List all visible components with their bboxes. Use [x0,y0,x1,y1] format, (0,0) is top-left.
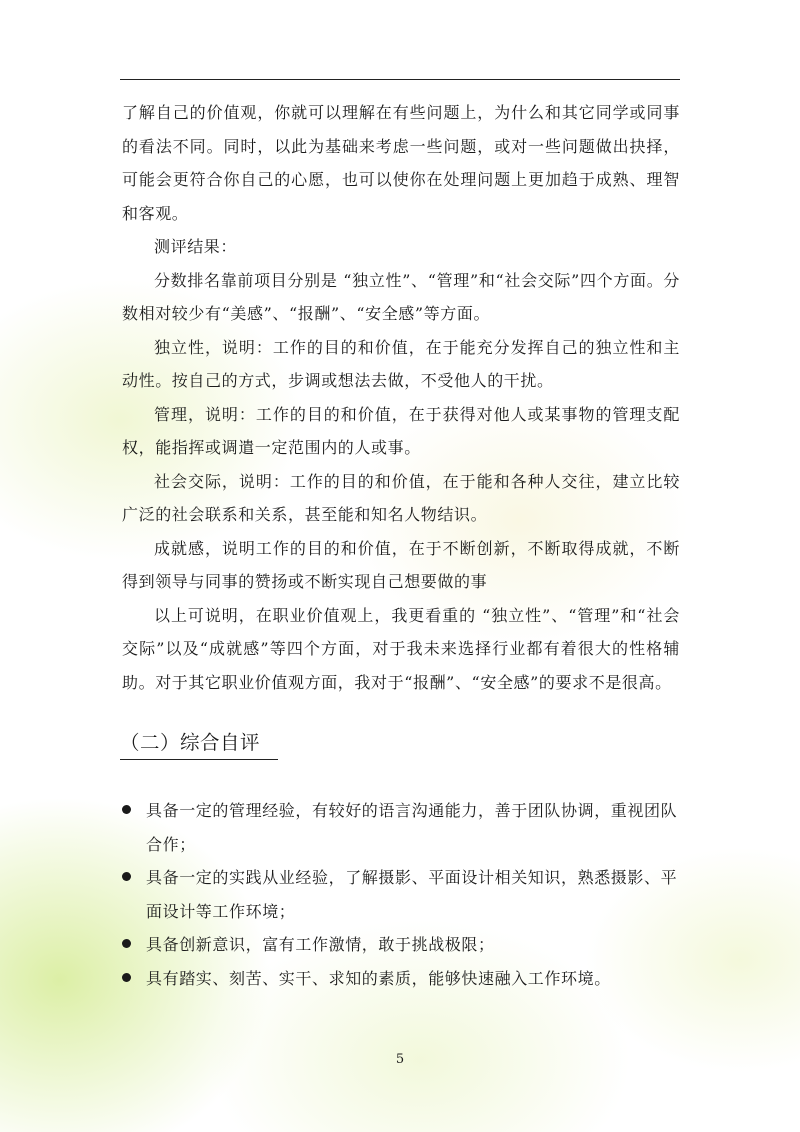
list-item [122,928,680,962]
paragraph: 管理，说明：工作的目的和价值，在于获得对他人或某事物的管理支配权，能指挥或调遣一定范围内的人或事。 [122,404,680,457]
list-item [122,794,680,861]
paragraph: 独立性，说明：工作的目的和价值，在于能充分发挥自己的独立性和主动性。按自己的方式，步调或想法去做，不受他人的干扰。 [122,337,680,390]
bullet-icon [122,939,131,948]
list-item-text: 具备创新意识，富有工作激情，敢于挑战极限； [146,935,495,954]
list-item [122,861,680,928]
self-evaluation-list [122,794,680,995]
paragraph: 社会交际，说明：工作的目的和价值，在于能和各种人交往，建立比较广泛的社会联系和关系，甚至能和知名人物结识。 [122,471,680,524]
page-number: 5 [395,1052,405,1067]
paragraph: 了解自己的价值观，你就可以理解在有些问题上，为什么和其它同学或同事的看法不同。同时，以此为基础来考虑一些问题，或对一些问题做出抉择，可能会更符合你自己的心愿，也可以使你在处理问题上更加趋于成熟、理智和客观。 [122,103,680,223]
list-item-text: 具有踏实、刻苦、实干、求知的素质，能够快速融入工作环境。 [146,968,611,988]
list-item-text: 具备一定的管理经验，有较好的语言沟通能力，善于团队协调，重视团队合作； [146,801,678,854]
paragraph: 成就感，说明工作的目的和价值，在于不断创新，不断取得成就，不断得到领导与同事的赞扬或不断实现自己想要做的事 [122,538,680,591]
header-rule [120,79,680,80]
bullet-icon [122,973,131,982]
section-title: （二）综合自评 [120,728,278,760]
list-item-text: 具备一定的实践从业经验，了解摄影、平面设计相关知识，熟悉摄影、平面设计等工作环境； [146,868,678,921]
bullet-icon [122,805,131,814]
paragraph: 分数排名靠前项目分别是 “独立性”、“管理”和“社会交际”四个方面。分数相对较少有“美感”、“报酬”、“安全感”等方面。 [122,270,680,323]
bullet-icon [122,872,131,881]
paragraph: 以上可说明，在职业价值观上，我更看重的 “独立性”、“管理”和“社会交际”以及“成就感”等四个方面，对于我未来选择行业都有着很大的性格辅助。对于其它职业价值观方面，我对于“报酬”、“安全感”的要求不是很高。 [122,605,680,692]
list-item [122,962,680,996]
paragraph: 测评结果： [154,237,238,256]
body-text [122,96,680,699]
